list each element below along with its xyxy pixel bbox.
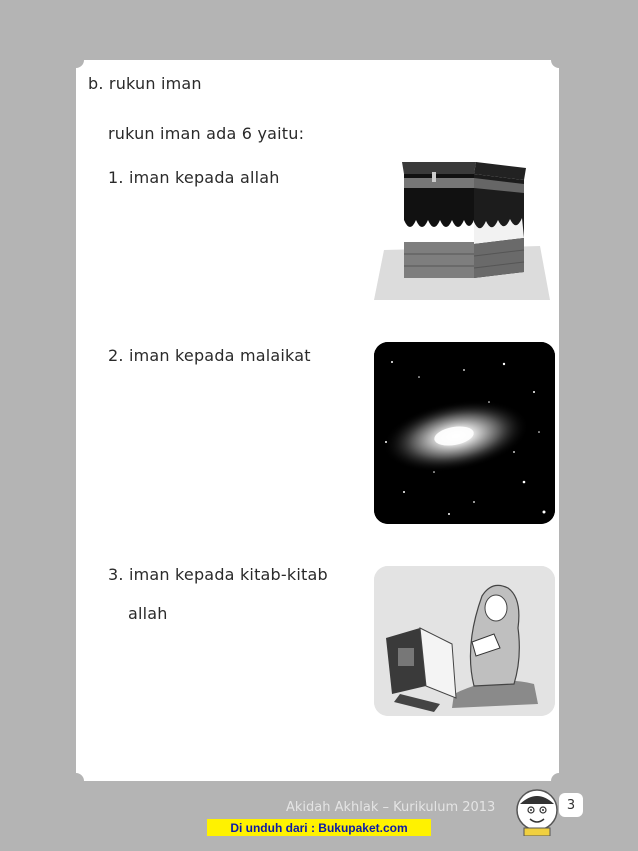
girl-reading-quran-icon (374, 566, 555, 716)
list-item-label: 2. iman kepada malaikat (108, 346, 311, 365)
mascot-boy-icon (514, 784, 560, 836)
page-number: 3 (559, 793, 583, 817)
download-banner: Di unduh dari : Bukupaket.com (207, 819, 431, 836)
corner-notch (68, 52, 84, 68)
list-item-label: 3. iman kepada kitab-kitab (108, 565, 328, 584)
footer-book-title: Akidah Akhlak – Kurikulum 2013 (286, 800, 496, 815)
corner-notch (68, 773, 84, 789)
kaaba-icon (374, 160, 554, 303)
list-item-label: 1. iman kepada allah (108, 168, 280, 187)
intro-text: rukun iman ada 6 yaitu: (108, 124, 305, 143)
galaxy-icon (374, 342, 555, 524)
list-item-label-continued: allah (128, 604, 168, 623)
section-title: b. rukun iman (88, 74, 202, 93)
corner-notch (551, 52, 567, 68)
